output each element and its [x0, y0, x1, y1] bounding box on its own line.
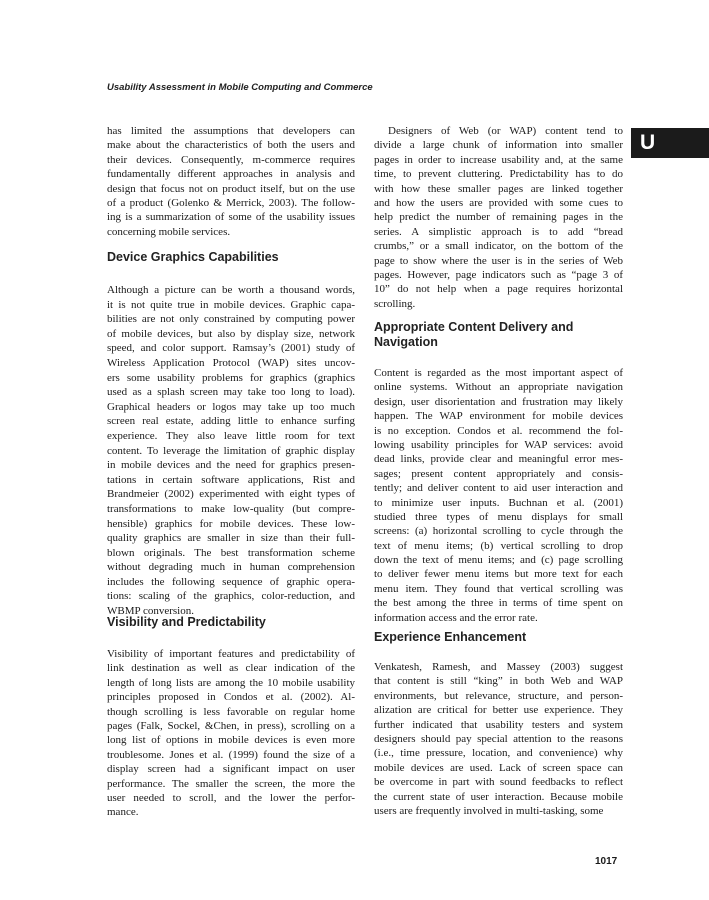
paragraph	[374, 660, 623, 818]
text-line: mance.	[107, 806, 139, 819]
text-line: with how these smaller pages are linked together	[374, 182, 623, 195]
section-tab-letter: U	[640, 131, 656, 154]
text-line: performance. The smaller the screen, the more the	[107, 777, 355, 790]
text-line: divide a large chunk of information into smaller	[374, 139, 623, 152]
text-line: design, user disorientation and frustration may likely	[374, 395, 623, 408]
text-line: WBMP conversion.	[107, 605, 194, 618]
text-line: the current state of user interaction. Because mobile	[374, 790, 623, 803]
text-line: information access and the error rate.	[374, 611, 538, 624]
text-line: experience. They also leave little room for text	[107, 429, 355, 442]
text-line: is no exception. Condos et al. recommend the fol-	[374, 424, 623, 437]
text-line: bilities are not only constrained by computing power	[107, 313, 355, 326]
text-line: though scrolling is less favorable on regular home	[107, 705, 355, 718]
text-line: ing is a summarization of some of the usability issues	[107, 211, 355, 224]
text-line: time, to prevent cluttering. Predictability has to do	[374, 168, 623, 181]
text-line: principles proposed in Condos et al. (2002). Al-	[107, 691, 355, 704]
text-line: tions: scaling of the graphics, color-reduction, and	[107, 590, 355, 603]
text-line: designers should pay special attention to the reasons	[374, 732, 623, 745]
text-line: crumbs,” or a small indicator, on the bottom of the	[374, 240, 623, 253]
text-line: concerning mobile services.	[107, 225, 231, 238]
text-line: environments, but relevance, structure, and person-	[374, 689, 623, 702]
text-line: pages in order to increase usability and, at the same	[374, 153, 623, 166]
text-line: help predict the number of remaining pages in the	[374, 211, 623, 224]
text-line: online systems. Without an appropriate navigation	[374, 381, 623, 394]
text-line: alization are critical for better use experience. They	[374, 704, 623, 717]
text-line: further indicated that usability testers and system	[374, 718, 623, 731]
text-line: Content is regarded as the most important aspect of	[374, 367, 623, 379]
text-line: Although a picture can be worth a thousand words,	[107, 284, 355, 296]
text-line: make about the characteristics of both the users and	[107, 139, 355, 152]
text-line: down the text of menu items; and (c) page scrolling	[374, 554, 623, 567]
running-head: Usability Assessment in Mobile Computing and Commerce	[107, 82, 373, 93]
text-line: tations in certain software applications, Rist and	[107, 473, 355, 486]
text-line: lowing usability principles for WAP services: avoid	[374, 438, 623, 451]
heading-line: Navigation	[374, 335, 438, 349]
paragraph	[107, 283, 355, 619]
text-line: to deliver fewer menu items but more text for each	[374, 568, 623, 581]
text-line: length of long lists are among the 10 mobile usability	[107, 676, 355, 689]
text-line: long list of options in mobile devices is even more	[107, 734, 355, 747]
text-line: transformations to make low-quality (but compre-	[107, 502, 355, 515]
text-line: quality graphics are smaller in size than their full-	[107, 532, 355, 545]
text-line: the best among the three in terms of time spent on	[374, 597, 623, 610]
text-line: speed, and color support. Ramsay’s (2001) study of	[107, 342, 355, 355]
text-line: to minimize user inputs. Buchnan et al. (2001)	[374, 496, 623, 509]
text-line: Brandmeier (2002) experimented with eight types of	[107, 488, 355, 501]
text-line: user needed to scroll, and the lower the perfor-	[107, 791, 355, 804]
text-line: Visibility of important features and predictability of	[107, 648, 355, 660]
text-line: Wireless Application Protocol (WAP) sites uncov-	[107, 356, 355, 369]
text-line: includes the following sequence of graphic opera-	[107, 575, 355, 588]
text-line: (i.e., time pressure, location, and convenience) why	[374, 747, 623, 760]
text-line: tently; and deliver content to aid user interaction and	[374, 482, 623, 495]
text-line: studied three types of menu displays for small	[374, 510, 623, 523]
section-heading: Visibility and Predictability	[107, 615, 266, 629]
text-line: sages; present content appropriately and consis-	[374, 467, 623, 480]
text-line: Graphical headers or logos may take up too much	[107, 400, 355, 413]
text-line: text of menu items; (b) vertical scrolling to drop	[374, 539, 623, 552]
paragraph	[107, 647, 355, 820]
text-line: pages (Falk, Sockel, &Chen, in press), scrolling on a	[107, 719, 355, 732]
text-line: page to show where the user is in the series of Web	[374, 254, 623, 267]
text-line: of a product (Golenko & Merrick, 2003). The follow-	[107, 196, 355, 209]
section-heading: Device Graphics Capabilities	[107, 250, 279, 264]
text-line: dead links, provide clear and meaningful error mes-	[374, 453, 623, 466]
section-tab	[631, 128, 709, 158]
text-line: blown originals. The best transformation scheme	[107, 546, 355, 559]
text-line: link destination as well as clear indication of the	[107, 662, 355, 675]
paragraph	[374, 124, 623, 311]
section-heading: Experience Enhancement	[374, 630, 527, 644]
text-line: and how the users are provided with some cues to	[374, 196, 623, 209]
text-line: mobile devices are used. Lack of screen space can	[374, 761, 623, 774]
text-line: users are frequently involved in multi-tasking, some	[374, 804, 604, 817]
text-line: troublesome. Jones et al. (1999) found the size of a	[107, 748, 355, 761]
text-line: menu item. They found that vertical scrolling was	[374, 582, 623, 595]
text-line: without degrading much in human comprehension	[107, 561, 355, 574]
text-line: screen real estate, adding little to enhance surfing	[107, 415, 355, 428]
text-line: Venkatesh, Ramesh, and Massey (2003) suggest	[374, 661, 623, 673]
text-line: used as a splash screen may take too long to load).	[107, 386, 355, 399]
section-heading	[374, 320, 624, 350]
page-number: 1017	[595, 856, 618, 867]
text-line: ers some usability problems for graphics (graphics	[107, 371, 355, 384]
text-line: of mobile devices, but also by display size, network	[107, 327, 355, 340]
text-line: it is not quite true in mobile devices. Graphic capa-	[107, 298, 355, 311]
text-line: Designers of Web (or WAP) content tend to	[388, 125, 623, 137]
text-line: display screen had a significant impact on user	[107, 763, 355, 776]
text-line: their devices. Consequently, m-commerce requires	[107, 153, 355, 166]
paragraph	[107, 124, 355, 239]
heading-line: Appropriate Content Delivery and	[374, 320, 574, 334]
text-line: design that focus not on product itself, but on the use	[107, 182, 355, 195]
text-line: hensible) graphics for mobile devices. These low-	[107, 517, 355, 530]
text-line: be overcome in part with sound feedbacks to reflect	[374, 776, 623, 789]
text-line: series. A simplistic approach is to add “bread	[374, 225, 623, 238]
text-line: 10” do not help when a page requires horizontal	[374, 283, 623, 296]
text-line: fundamentally different approaches in analysis and	[107, 168, 355, 181]
text-line: in mobile devices and the need for graphics presen-	[107, 459, 355, 472]
text-line: scrolling.	[374, 297, 416, 310]
text-line: that content is still “king” in both Web and WAP	[374, 675, 623, 688]
text-line: content. To leverage the limitation of graphic display	[107, 444, 355, 457]
text-line: pages. However, page indicators such as “page 3 of	[374, 268, 623, 281]
text-line: has limited the assumptions that developers can	[107, 125, 355, 137]
text-line: happen. The WAP environment for mobile devices	[374, 410, 623, 423]
paragraph	[374, 366, 623, 625]
text-line: screens: (a) horizontal scrolling to cycle through the	[374, 525, 623, 538]
